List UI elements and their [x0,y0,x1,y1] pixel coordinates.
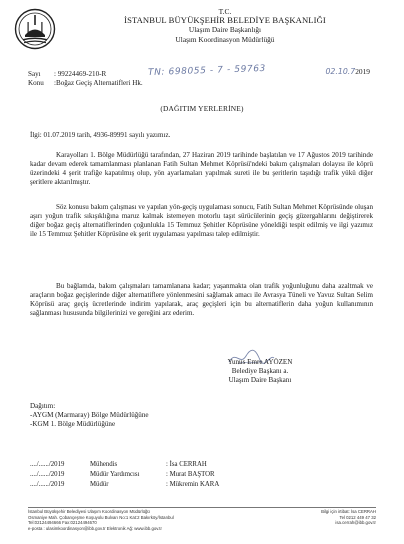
signer-name: Yunus Emre AYÖZEN [227,358,293,366]
header-tc: T.C. [218,7,232,16]
konu-value: :Boğaz Geçiş Alternatifleri Hk. [54,79,143,87]
distribution-heading: (DAĞITIM YERLERİNE) [160,104,244,113]
staff-name: : Murat BAŞTOR [166,471,215,478]
date-printed: 2019 [355,67,370,76]
staff-role: Mühendis [90,461,118,468]
footer-divider [28,507,376,508]
staff-role: Müdür [90,481,109,488]
footer-line: e-posta : ulasimkoordinasyon@ibb.gov.tr Elektronik Ağ: www.ibb.gov.tr [28,525,162,531]
sayi-value: : 99224469-210-R [54,70,107,78]
distribution-item: -KGM 1. Bölge Müdürlüğüne [30,420,116,428]
sayi-line [28,70,106,79]
letterhead [80,7,370,44]
staff-row [30,470,215,480]
header-institution: İSTANBUL BÜYÜKŞEHİR BELEDİYE BAŞKANLIĞI [124,15,326,26]
ilgi-line: İlgi: 01.07.2019 tarih, 4936-89991 sayılı yazımız. [30,131,171,139]
staff-date: ..../....../2019 [30,471,65,478]
footer-line: İstanbul Büyükşehir Belediyesi Ulaşım Koordinasyon Müdürlüğü [28,509,150,514]
signer-title-2: Ulaşım Daire Başkanı [228,376,292,384]
staff-row [30,460,207,470]
footer-line: Osmaniye Mah. Çobançeşme Koşuyolu Bulvarı No:1 Kat:2 Bakırköy/İstanbul [28,514,174,520]
staff-name: : Mükremin KARA [166,481,220,488]
paragraph-1: Karayolları 1. Bölge Müdürlüğü tarafından, 27 Haziran 2019 tarihinde başlatılan ve 17 Ağustos 2019 tarihinde kadar devam ederek tamamlanması planlanan Fatih Sultan Mehmet Köprüsü'ndeki bakım çalışmaları dolayısı ile köprü üzerindeki 4 şerit trafiğe kapatılmış olup, yön ayarlamaları yapılmak sureti ile bu şeritlerin taşıdığı trafik yükü diğer şeritlere aktarılmıştır. [30,151,373,186]
distribution-item: -AYGM (Marmaray) Bölge Müdürlüğüne [30,411,149,419]
document-date [325,67,370,76]
date-handwritten: 02.10.7 [325,67,356,76]
staff-row [30,480,219,490]
konu-line [28,79,143,88]
handwritten-reference-number: TN: 698055 - 7 - 59763 [147,63,267,79]
distribution-label: Dağıtım: [30,402,56,410]
footer-line: isa.cerrah@ibb.gov.tr [335,520,376,526]
signature-block [200,358,320,385]
staff-date: ..../....../2019 [30,461,65,468]
signer-title-1: Belediye Başkanı a. [231,367,289,375]
footer-contact [296,509,376,526]
footer-line: Tel:02124494666 Fax:02124494670 [28,520,97,526]
staff-date: ..../....../2019 [30,481,65,488]
header-department: Ulaşım Daire Başkanlığı [188,25,262,35]
footer-line: Tel 0212 449 47 32 [339,514,376,520]
konu-label: Konu [28,79,44,87]
header-directorate: Ulaşım Koordinasyon Müdürlüğü [175,34,275,44]
footer-line: Bilgi için irtibat: İsa CERRAH [321,509,376,514]
paragraph-3: Bu bağlamda, bakım çalışmaları tamamlanana kadar; yaşanmakta olan trafik yoğunluğunu daha azaltmak ve araçların boğaz geçişlerinde diğer alternatiflere yönlenmesini sağlamak amacı ile Avrasya Tüneli ve Yavuz Sultan Selim Köprüsü araç geçiş ücretlerinde indirim yapılarak, araç geçişleri için bu alternatiflerin daha yoğun kullanımının sağlanması hususunda bilgilerinizi ve gereğini arz ederim. [30,282,373,317]
ibb-logo [14,8,56,50]
paragraph-2: Söz konusu bakım çalışması ve yapılan yön-geçiş uygulaması sonucu, Fatih Sultan Mehmet Köprüsünde oluşan aşırı yoğun trafik sıkışıklığına maruz kalmak istemeyen motorlu taşıt sürücülerinin geçiş güzergahlarını değiştirerek diğer boğaz geçiş alternatiflerinden çoğunlukla 15 Temmuz Şehitler Köprüsüne yöneldiği tespit edilmiş ve ilgi yazımız ile 15 Temmuz Şehitler Köprüsüne ek şerit uygulaması yapılması talep edilmiştir. [30,203,373,238]
staff-name: : İsa CERRAH [166,461,207,468]
sayi-label: Sayı [28,70,41,78]
footer-address [28,509,248,531]
staff-role: Müdür Yardımcısı [90,471,140,478]
